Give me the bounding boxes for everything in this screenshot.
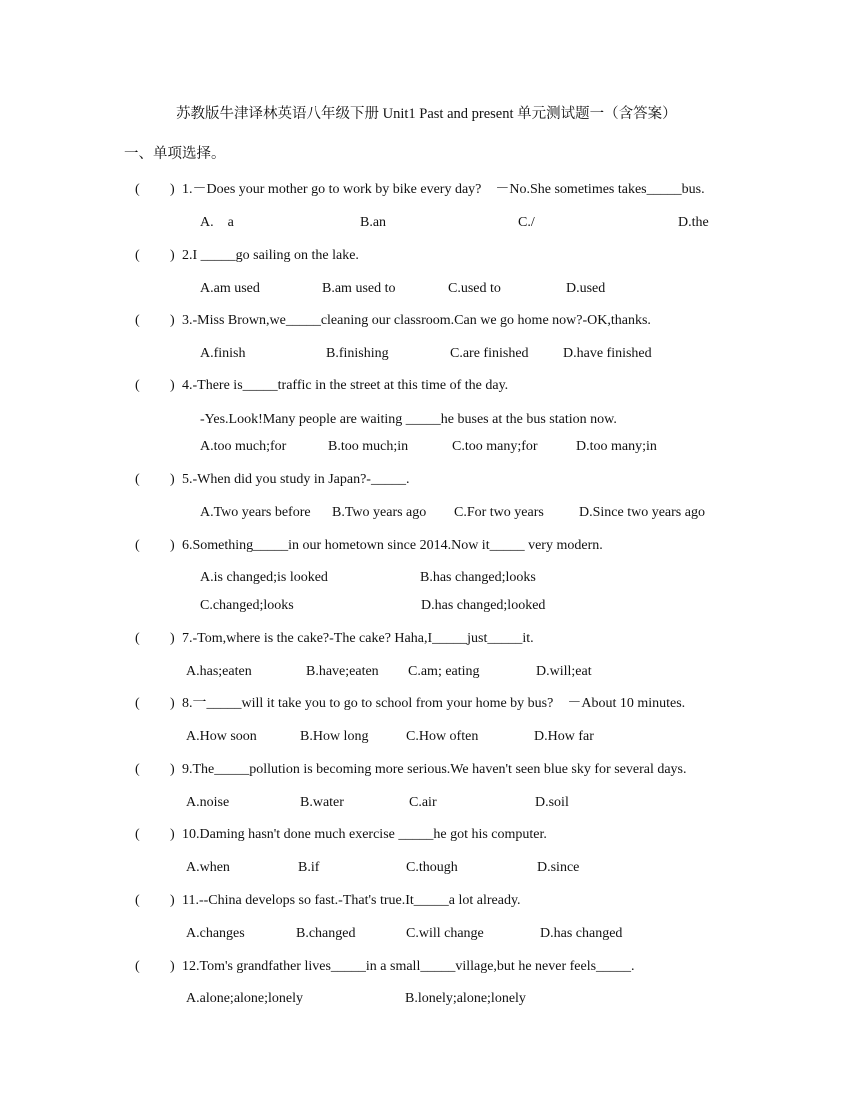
- option-d: D.have finished: [563, 346, 652, 361]
- option-a: A.is changed;is looked: [200, 570, 328, 585]
- option-d: D.How far: [534, 729, 594, 744]
- option-b: B.How long: [300, 729, 369, 744]
- question-stem-continued: -Yes.Look!Many people are waiting _____he buses at the bus station now.: [200, 412, 617, 427]
- option-b: B.too much;in: [328, 439, 409, 454]
- option-c: C.are finished: [450, 346, 529, 361]
- option-c: C.am; eating: [408, 664, 480, 679]
- question-stem: 5.-When did you study in Japan?-_____.: [182, 472, 410, 487]
- answer-paren-right: ): [170, 827, 175, 842]
- question-stem: 4.-There is_____traffic in the street at this time of the day.: [182, 378, 509, 393]
- answer-paren-right: ): [170, 696, 175, 711]
- option-c: C.For two years: [454, 505, 544, 520]
- answer-paren-left: (: [135, 696, 140, 711]
- option-c: C.though: [406, 860, 458, 875]
- option-c: C.How often: [406, 729, 479, 744]
- question-stem: 7.-Tom,where is the cake?-The cake? Haha,I_____just_____it.: [182, 631, 534, 646]
- option-d: D.will;eat: [536, 664, 592, 679]
- option-c: C.changed;looks: [200, 598, 294, 613]
- answer-paren-right: ): [170, 893, 175, 908]
- answer-paren-left: (: [135, 631, 140, 646]
- option-a: A.too much;for: [200, 439, 287, 454]
- answer-paren-right: ): [170, 631, 175, 646]
- option-b: B.have;eaten: [306, 664, 379, 679]
- answer-paren-left: (: [135, 762, 140, 777]
- answer-paren-left: (: [135, 248, 140, 263]
- answer-paren-right: ): [170, 378, 175, 393]
- document-title: 苏教版牛津译林英语八年级下册 Unit1 Past and present 单元测试题一（含答案）: [176, 106, 677, 122]
- option-c: C.air: [409, 795, 437, 810]
- option-c: C.will change: [406, 926, 484, 941]
- question-stem: 8.一_____will it take you to go to school from your home by bus? －About 10 minutes.: [182, 696, 686, 711]
- answer-paren-right: ): [170, 248, 175, 263]
- option-a: A.finish: [200, 346, 246, 361]
- answer-paren-left: (: [135, 182, 140, 197]
- option-b: B.has changed;looks: [420, 570, 536, 585]
- answer-paren-right: ): [170, 762, 175, 777]
- question-stem: 6.Something_____in our hometown since 2014.Now it_____ very modern.: [182, 538, 603, 553]
- answer-paren-right: ): [170, 538, 175, 553]
- option-b: B.an: [360, 215, 387, 230]
- option-b: B.finishing: [326, 346, 389, 361]
- option-b: B.am used to: [322, 281, 396, 296]
- option-b: B.Two years ago: [332, 505, 427, 520]
- option-a: A.alone;alone;lonely: [186, 991, 304, 1006]
- answer-paren-left: (: [135, 313, 140, 328]
- section-heading: 一、单项选择。: [124, 146, 226, 162]
- option-a: A.changes: [186, 926, 245, 941]
- option-d: D.the: [678, 215, 709, 230]
- question-stem: 9.The_____pollution is becoming more serious.We haven't seen blue sky for several days.: [182, 762, 687, 777]
- answer-paren-left: (: [135, 472, 140, 487]
- option-a: A.Two years before: [200, 505, 311, 520]
- option-b: B.if: [298, 860, 320, 875]
- answer-paren-right: ): [170, 472, 175, 487]
- option-b: B.changed: [296, 926, 356, 941]
- answer-paren-left: (: [135, 893, 140, 908]
- option-d: D.Since two years ago: [579, 505, 705, 520]
- option-a: A. a: [200, 215, 234, 230]
- option-d: D.used: [566, 281, 606, 296]
- question-stem: 10.Daming hasn't done much exercise _____he got his computer.: [182, 827, 547, 842]
- option-d: D.too many;in: [576, 439, 657, 454]
- option-a: A.How soon: [186, 729, 257, 744]
- option-b: B.water: [300, 795, 344, 810]
- answer-paren-right: ): [170, 182, 175, 197]
- answer-paren-left: (: [135, 827, 140, 842]
- answer-paren-right: ): [170, 313, 175, 328]
- question-stem: 3.-Miss Brown,we_____cleaning our classroom.Can we go home now?-OK,thanks.: [182, 313, 651, 328]
- answer-paren-left: (: [135, 378, 140, 393]
- question-stem: 12.Tom's grandfather lives_____in a small_____village,but he never feels_____.: [182, 959, 635, 974]
- option-a: A.when: [186, 860, 230, 875]
- question-stem: 11.--China develops so fast.-That's true.It_____a lot already.: [182, 893, 521, 908]
- option-c: C.too many;for: [452, 439, 538, 454]
- question-stem: 2.I _____go sailing on the lake.: [182, 248, 359, 263]
- option-b: B.lonely;alone;lonely: [405, 991, 526, 1006]
- option-a: A.has;eaten: [186, 664, 252, 679]
- question-stem: 1.－Does your mother go to work by bike every day? －No.She sometimes takes_____bus.: [182, 182, 705, 197]
- option-d: D.since: [537, 860, 580, 875]
- option-a: A.am used: [200, 281, 260, 296]
- answer-paren-left: (: [135, 959, 140, 974]
- option-d: D.has changed: [540, 926, 623, 941]
- option-d: D.soil: [535, 795, 569, 810]
- option-a: A.noise: [186, 795, 230, 810]
- answer-paren-right: ): [170, 959, 175, 974]
- option-d: D.has changed;looked: [421, 598, 546, 613]
- answer-paren-left: (: [135, 538, 140, 553]
- option-c: C.used to: [448, 281, 501, 296]
- option-c: C./: [518, 215, 535, 230]
